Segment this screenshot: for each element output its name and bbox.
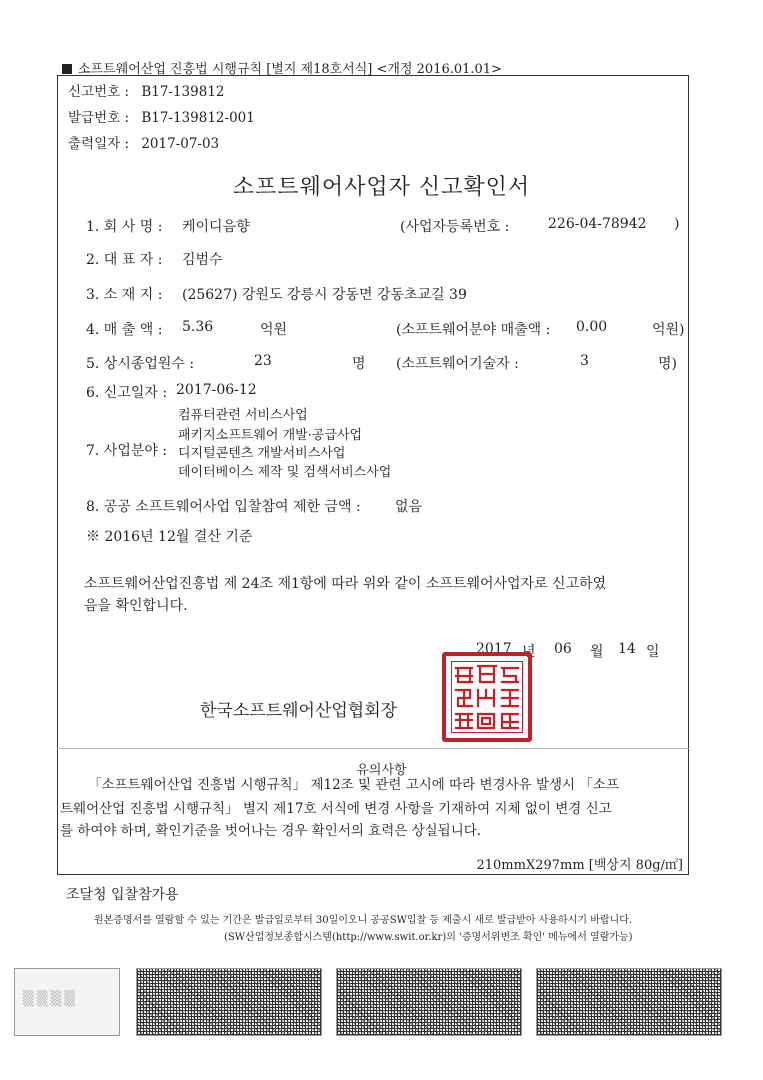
company-label: 1. 회 사 명 : xyxy=(86,219,163,235)
sales-label: 4. 매 출 액 : xyxy=(86,322,163,338)
biz-reg-close: ) xyxy=(674,216,680,232)
address-value: (25627) 강원도 강릉시 강동면 강동초교길 39 xyxy=(182,287,467,303)
date-month-unit: 월 xyxy=(590,644,604,660)
notice-divider xyxy=(57,748,689,749)
engineers-label: (소프트웨어기술자 : xyxy=(396,356,519,372)
barcode-icon: ▒▒▒▒ xyxy=(14,968,120,1036)
issue-number-label: 발급번호 : xyxy=(68,110,130,126)
print-date-value: 2017-07-03 xyxy=(141,136,220,152)
report-date-label: 6. 신고일자 : xyxy=(86,385,168,401)
sw-sales-unit: 억원) xyxy=(652,322,685,338)
barcode-icon xyxy=(536,968,722,1036)
report-number-label: 신고번호 : xyxy=(68,84,130,100)
address-label: 3. 소 재 지 : xyxy=(86,287,163,303)
date-month: 06 xyxy=(554,641,572,657)
ceo-value: 김범수 xyxy=(182,252,223,268)
footer-note: 원본증명서를 열람할 수 있는 기간은 발급일로부터 30일이오니 공공SW입찰 등 제출시 새로 발급받아 사용하시기 바랍니다. xyxy=(94,915,633,926)
engineers-value: 3 xyxy=(580,353,589,369)
employees-value: 23 xyxy=(254,353,272,369)
paper-size: 210mmX297mm [백상지 80g/㎡] xyxy=(476,858,683,873)
notice-heading: 유의사항 xyxy=(356,763,407,778)
form-header-text: 소프트웨어산업 진흥법 시행규칙 [별지 제18호서식] <개정 2016.01.01> xyxy=(78,62,502,77)
notice-line: 「소프트웨어산업 진흥법 시행규칙」 제12조 및 관련 고시에 따라 변경사유 발생시 「소프 xyxy=(88,777,619,793)
sw-sales-label: (소프트웨어분야 매출액 : xyxy=(396,322,551,338)
company-value: 케이디음향 xyxy=(182,219,250,235)
barcode-icon xyxy=(336,968,522,1036)
issuer-name: 한국소프트웨어산업협회장 xyxy=(200,701,398,721)
report-date-value: 2017-06-12 xyxy=(176,382,257,398)
sales-value: 5.36 xyxy=(182,319,214,335)
report-number xyxy=(68,80,225,100)
notice-line: 를 하여야 하며, 확인기준을 벗어나는 경우 확인서의 효력은 상실됩니다. xyxy=(60,823,482,839)
barcode-icon xyxy=(136,968,322,1036)
print-date xyxy=(68,132,219,152)
business-item: 데이터베이스 제작 및 검색서비스사업 xyxy=(178,465,392,480)
ceo-label: 2. 대 표 자 : xyxy=(86,252,163,268)
document-title: 소프트웨어사업자 신고확인서 xyxy=(232,175,531,200)
basis-note: ※ 2016년 12월 결산 기준 xyxy=(86,529,253,545)
sw-sales-value: 0.00 xyxy=(576,319,608,335)
employees-label: 5. 상시종업원수 : xyxy=(86,356,195,372)
date-year: 2017 xyxy=(476,641,512,657)
date-day: 14 xyxy=(618,641,636,657)
confirmation-line: 음을 확인합니다. xyxy=(84,598,188,614)
employees-unit: 명 xyxy=(352,356,366,372)
footer-note: (SW산업정보종합시스템(http://www.swit.or.kr)의 '증명서위변조 확인' 메뉴에서 열람가능) xyxy=(224,932,633,943)
official-seal-icon xyxy=(442,652,532,742)
bid-limit-value: 없음 xyxy=(395,499,423,515)
biz-reg-label: (사업자등록번호 : xyxy=(400,219,510,235)
print-date-label: 출력일자 : xyxy=(68,136,130,152)
business-item: 패키지소프트웨어 개발·공급사업 xyxy=(178,428,363,443)
date-year-unit: 년 xyxy=(522,644,536,660)
report-number-value: B17-139812 xyxy=(141,84,225,100)
biz-reg-value: 226-04-78942 xyxy=(548,216,647,232)
notice-line: 트웨어산업 진흥법 시행규칙」 별지 제17호 서식에 변경 사항을 기재하여 지체 없이 변경 신고 xyxy=(60,801,612,817)
business-item: 컴퓨터관련 서비스사업 xyxy=(178,408,308,423)
date-day-unit: 일 xyxy=(646,644,660,660)
business-label: 7. 사업분야 : xyxy=(86,443,168,459)
bid-limit-label: 8. 공공 소프트웨어사업 입찰참여 제한 금액 : xyxy=(86,499,361,515)
engineers-unit: 명) xyxy=(658,356,677,372)
confirmation-line: 소프트웨어산업진흥법 제 24조 제1항에 따라 위와 같이 소프트웨어사업자로 신고하였 xyxy=(84,576,607,592)
footer-title: 조달청 입찰참가용 xyxy=(66,887,179,903)
business-item: 디지털콘텐츠 개발서비스사업 xyxy=(178,446,346,461)
issue-number-value: B17-139812-001 xyxy=(141,110,255,126)
issue-number xyxy=(68,106,255,126)
sales-unit: 억원 xyxy=(260,322,288,338)
